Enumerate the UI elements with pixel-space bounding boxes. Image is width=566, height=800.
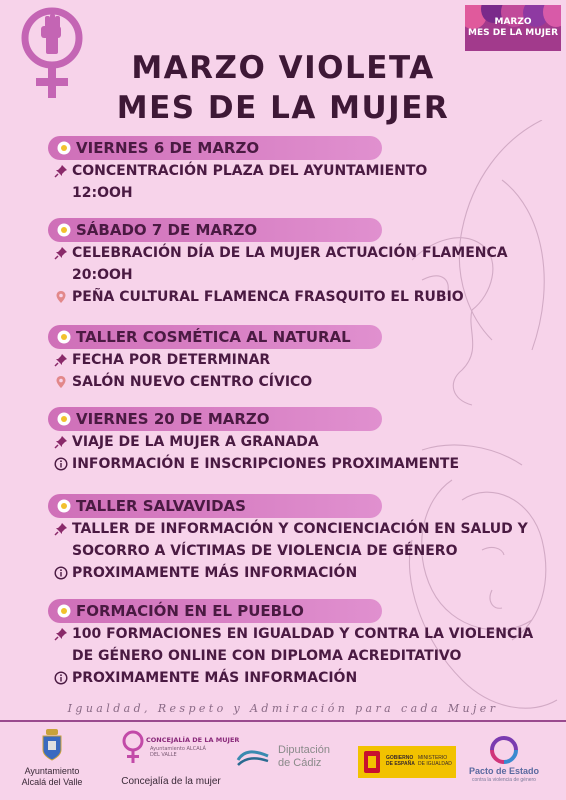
event-info: [48, 562, 548, 584]
section-heading-text: VIERNES 20 DE MARZO: [76, 410, 270, 428]
event-info-text: INFORMACIÓN E INSCRIPCIONES PROXIMAMENTE: [72, 456, 460, 472]
event-detail: [48, 431, 548, 453]
pushpin-icon: [54, 627, 68, 641]
event-location: [48, 286, 548, 308]
diputacion-wave-icon: [236, 746, 270, 768]
location-pin-icon: [54, 290, 68, 304]
section-heading-text: TALLER SALVAVIDAS: [76, 497, 246, 515]
section-heading-text: SÁBADO 7 DE MARZO: [76, 221, 258, 239]
event-time-text: 20:OOH: [72, 267, 133, 283]
daisy-icon: [57, 604, 71, 618]
event-section: [48, 599, 548, 689]
pushpin-icon: [54, 164, 68, 178]
diputacion-caption-1: Diputación: [278, 744, 330, 756]
concejalia-logo-text: CONCEJALÍA DE LA MUJER: [146, 736, 240, 744]
pushpin-icon: [54, 435, 68, 449]
ayuntamiento-caption-2: Alcalá del Valle: [21, 777, 83, 787]
pacto-ring-icon: [484, 732, 524, 766]
coat-of-arms-icon: [41, 728, 63, 762]
event-location-text: SALÓN NUEVO CENTRO CÍVICO: [72, 374, 313, 390]
event-time-text: 12:OOH: [72, 185, 133, 201]
event-info: [48, 667, 548, 689]
event-detail-cont-text: SOCORRO A VÍCTIMAS DE VIOLENCIA DE GÉNERO: [72, 543, 458, 559]
daisy-icon: [57, 330, 71, 344]
event-detail: [48, 623, 548, 645]
pushpin-icon: [54, 353, 68, 367]
badge-line2: MES DE LA MUJER: [468, 28, 558, 38]
daisy-icon: [57, 141, 71, 155]
badge-line1: MARZO: [494, 17, 532, 27]
pacto-caption-2: contra la violencia de género: [472, 777, 536, 783]
location-pin-icon: [54, 375, 68, 389]
diputacion-caption-2: de Cádiz: [278, 757, 322, 769]
concejalia-logo-sub: Ayuntamiento ALCALÁ DEL VALLE: [150, 746, 206, 758]
event-detail-text: CELEBRACIÓN DÍA DE LA MUJER ACTUACIÓN FLAMENCA: [72, 245, 508, 261]
pacto-logo: [466, 732, 542, 783]
section-heading: [48, 599, 382, 623]
ayuntamiento-caption-1: Ayuntamiento: [24, 766, 80, 776]
event-detail-cont: [48, 645, 548, 667]
sponsor-footer: [0, 722, 566, 800]
event-info: [48, 453, 548, 475]
event-detail: [48, 242, 548, 264]
event-time: [48, 182, 548, 204]
event-detail: [48, 160, 548, 182]
info-icon: [54, 671, 68, 685]
section-heading: [48, 218, 382, 242]
pushpin-icon: [54, 522, 68, 536]
event-time: [48, 264, 548, 286]
main-title-line2: MES DE LA MUJER: [116, 90, 450, 126]
event-section: [48, 218, 548, 308]
daisy-icon: [57, 499, 71, 513]
venus-small-icon: [120, 730, 146, 764]
section-heading: [48, 136, 382, 160]
event-section: [48, 136, 548, 204]
event-section: [48, 325, 548, 393]
event-info-text: PROXIMAMENTE MÁS INFORMACIÓN: [72, 670, 358, 686]
section-heading-text: TALLER COSMÉTICA AL NATURAL: [76, 328, 351, 346]
pushpin-icon: [54, 246, 68, 260]
info-icon: [54, 566, 68, 580]
section-heading-text: VIERNES 6 DE MARZO: [76, 139, 260, 157]
event-detail-cont-text: DE GÉNERO ONLINE CON DIPLOMA ACREDITATIVO: [72, 648, 462, 664]
event-section: [48, 407, 548, 475]
event-detail-cont: [48, 540, 548, 562]
section-heading: [48, 494, 382, 518]
main-title-line1: MARZO VIOLETA: [131, 50, 435, 86]
gobierno-text: GOBIERNO DE ESPAÑA: [386, 755, 415, 767]
concejalia-logo: [116, 730, 240, 787]
event-detail: [48, 349, 548, 371]
event-info-text: PROXIMAMENTE MÁS INFORMACIÓN: [72, 565, 358, 581]
section-heading-text: FORMACIÓN EN EL PUEBLO: [76, 602, 304, 620]
event-detail-text: CONCENTRACIÓN PLAZA DEL AYUNTAMIENTO: [72, 163, 428, 179]
march-badge: [465, 5, 561, 51]
ayuntamiento-logo: [14, 728, 90, 788]
daisy-icon: [57, 412, 71, 426]
event-detail-text: TALLER DE INFORMACIÓN Y CONCIENCIACIÓN EN SALUD Y: [72, 521, 528, 537]
spain-coat-icon: [362, 749, 382, 775]
event-detail-text: FECHA POR DETERMINAR: [72, 352, 271, 368]
section-heading: [48, 407, 382, 431]
event-location: [48, 371, 548, 393]
gobierno-logo: [358, 746, 456, 778]
ministerio-text: MINISTERIO DE IGUALDAD: [418, 755, 452, 767]
event-location-text: PEÑA CULTURAL FLAMENCA FRASQUITO EL RUBIO: [72, 289, 464, 305]
event-detail-text: 100 FORMACIONES EN IGUALDAD Y CONTRA LA VIOLENCIA: [72, 626, 534, 642]
pacto-caption-1: Pacto de Estado: [468, 766, 540, 776]
section-heading: [48, 325, 382, 349]
motto: Igualdad, Respeto y Admiración para cada Mujer: [67, 702, 499, 715]
event-detail-text: VIAJE DE LA MUJER A GRANADA: [72, 434, 319, 450]
daisy-icon: [57, 223, 71, 237]
concejalia-caption: Concejalía de la mujer: [121, 776, 221, 787]
info-icon: [54, 457, 68, 471]
event-detail: [48, 518, 548, 540]
event-section: [48, 494, 548, 584]
